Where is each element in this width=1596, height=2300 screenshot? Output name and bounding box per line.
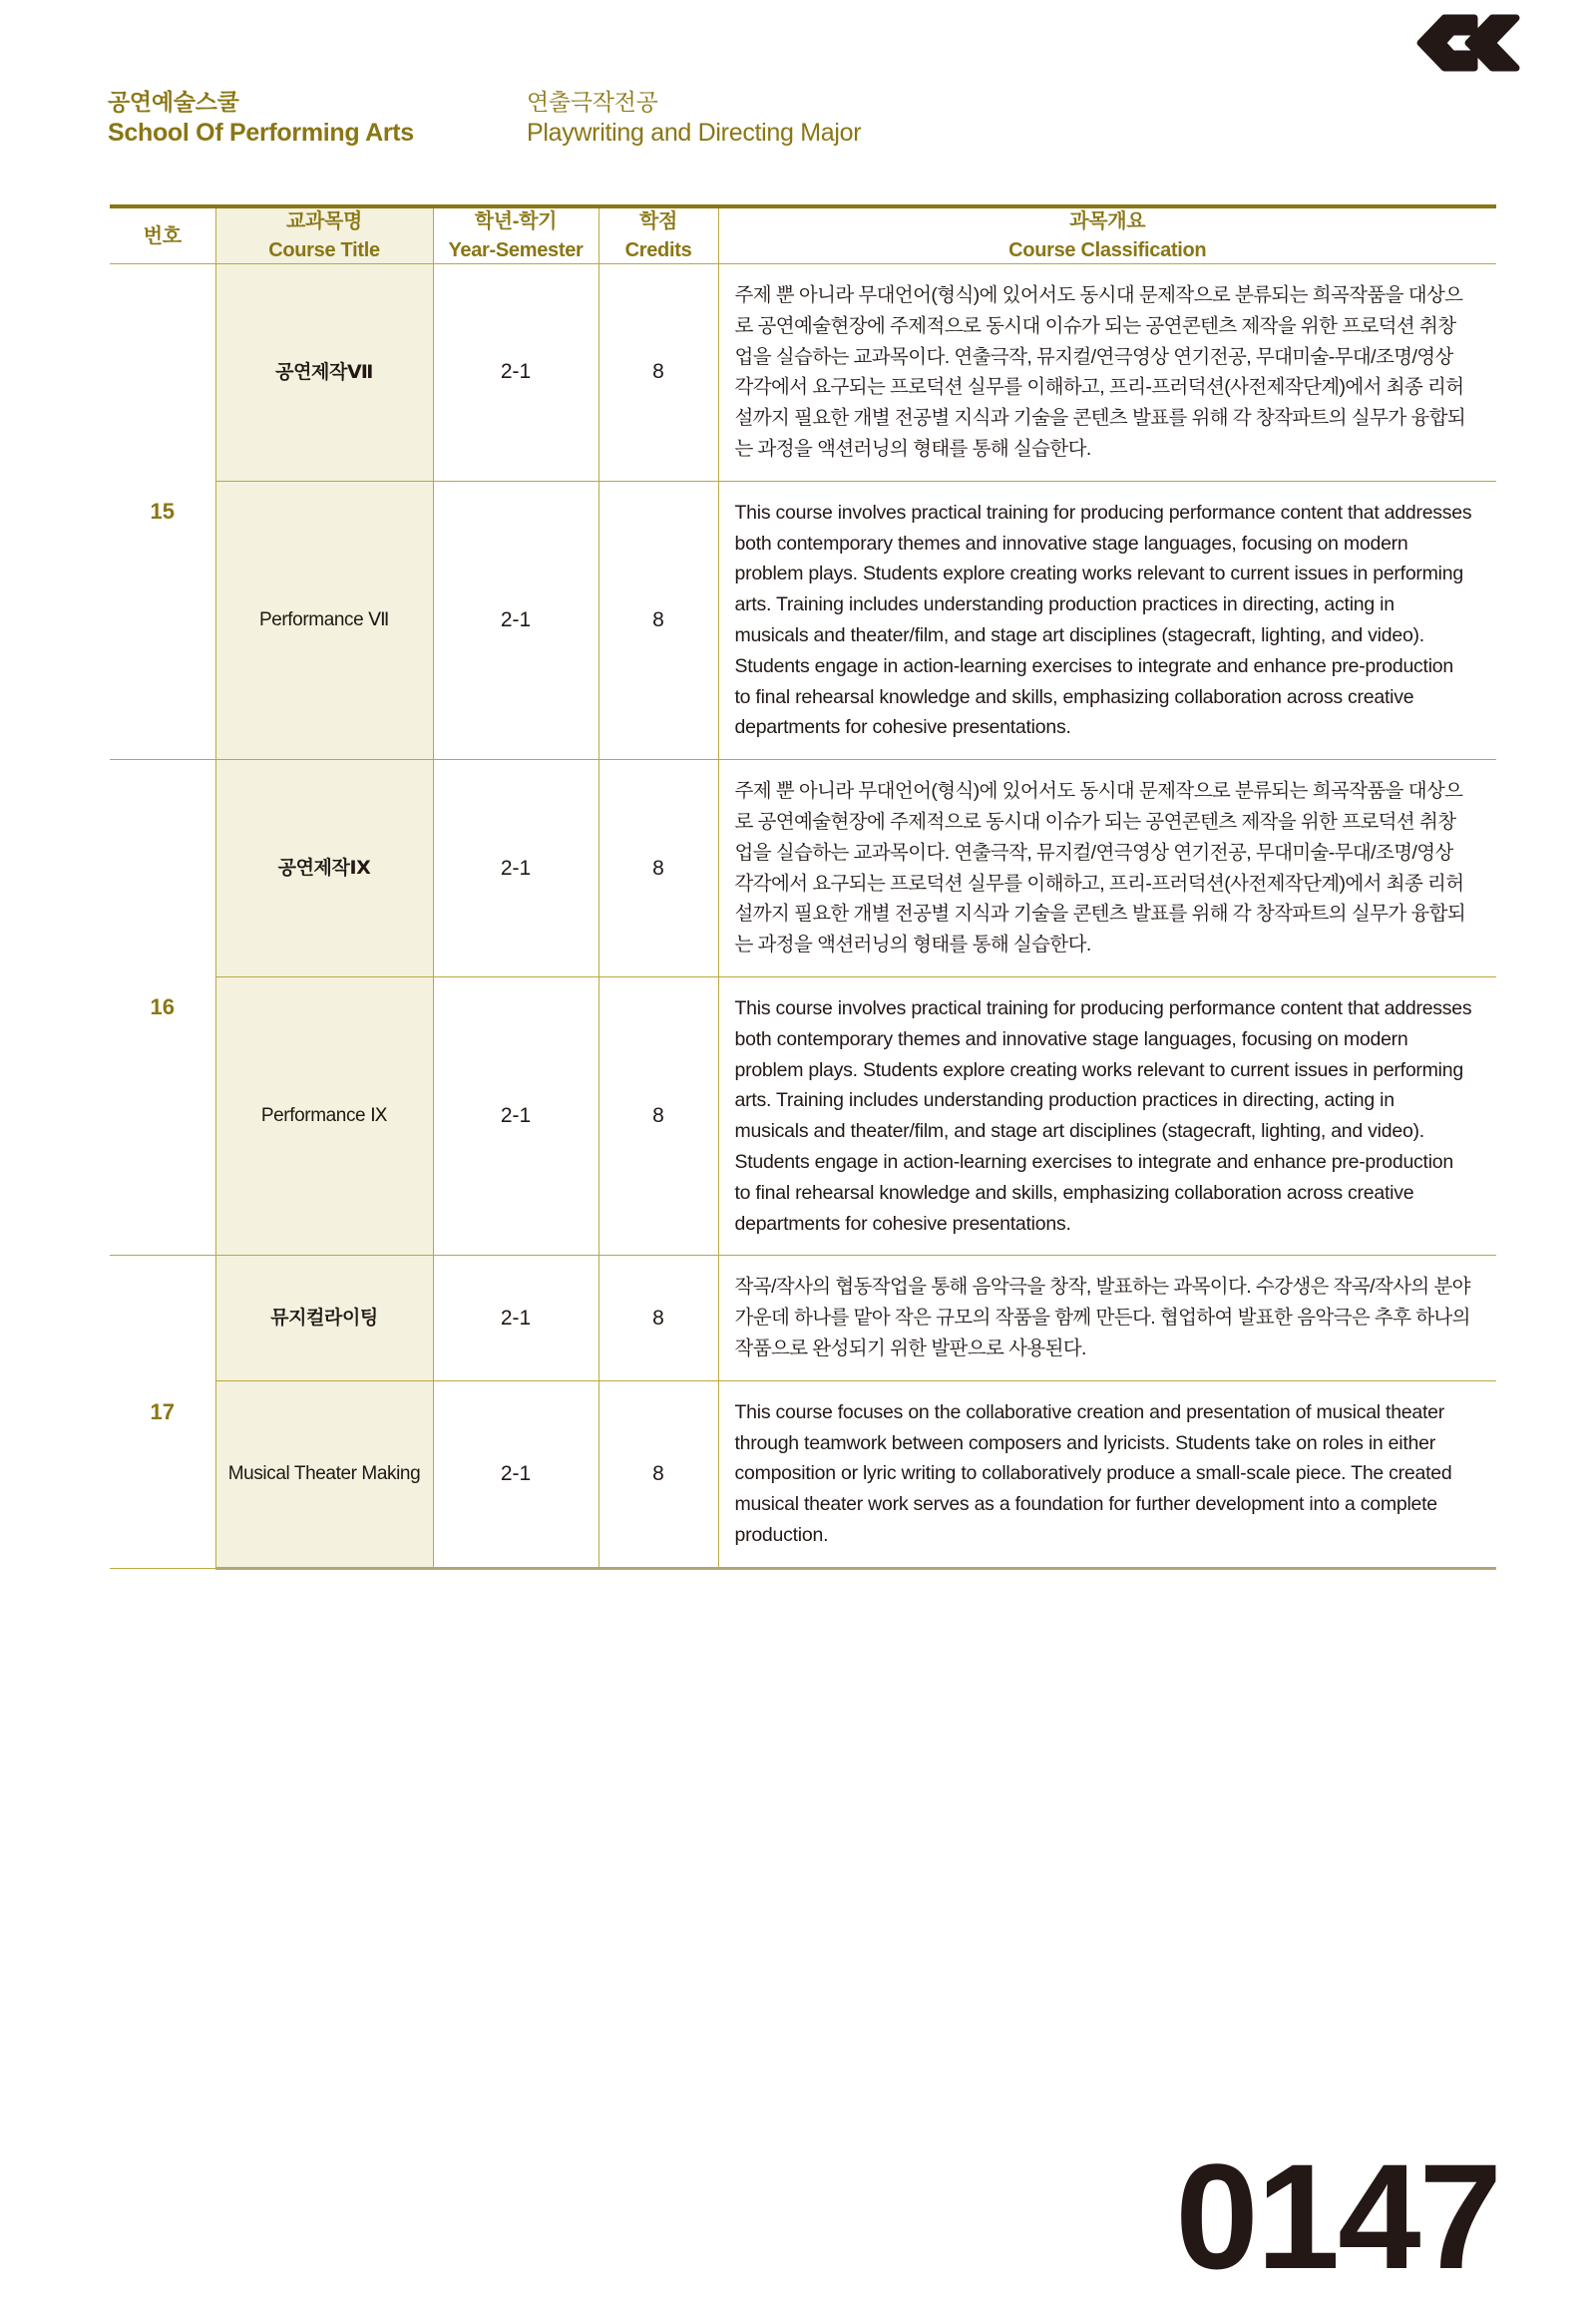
cell-course-title: 공연제작Ⅶ bbox=[215, 264, 433, 482]
page-number: 0147 bbox=[1175, 2132, 1500, 2300]
cell-year-semester: 2-1 bbox=[433, 481, 598, 759]
cell-credits: 8 bbox=[598, 481, 718, 759]
cell-course-description: This course involves practical training for producing performance content that addresses both contemporary themes and innovative stage languages, focusing on modern problem plays. Students explore creating works relevant to current issues in performing arts. Training includes understanding production practices in directing, acting in musicals and theater/film, and stage art disciplines (stagecraft, lighting, and video). Students engage in action-learning exercises to integrate and enhance pre-production to final rehearsal knowledge and skills, emphasizing collaboration across creative departments for cohesive presentations. bbox=[718, 481, 1496, 759]
cell-row-number: 17 bbox=[110, 1256, 215, 1568]
cell-course-title: 공연제작Ⅸ bbox=[215, 760, 433, 977]
cell-course-title: Musical Theater Making bbox=[215, 1380, 433, 1568]
cell-year-semester: 2-1 bbox=[433, 1256, 598, 1380]
column-header-year-semester: 학년-학기 Year-Semester bbox=[433, 206, 598, 264]
course-table bbox=[110, 204, 1496, 1570]
cell-course-title: Performance Ⅸ bbox=[215, 976, 433, 1255]
school-name-english: School Of Performing Arts bbox=[108, 119, 414, 148]
table-row bbox=[110, 1380, 1496, 1568]
page-header bbox=[108, 88, 1496, 170]
cell-course-description: This course involves practical training for producing performance content that addresses both contemporary themes and innovative stage languages, focusing on modern problem plays. Students explore creating works relevant to current issues in performing arts. Training includes understanding production practices in directing, acting in musicals and theater/film, and stage art disciplines (stagecraft, lighting, and video). Students engage in action-learning exercises to integrate and enhance pre-production to final rehearsal knowledge and skills, emphasizing collaboration across creative departments for cohesive presentations. bbox=[718, 976, 1496, 1255]
cell-row-number: 15 bbox=[110, 264, 215, 760]
table-row bbox=[110, 264, 1496, 482]
cell-course-description: 주제 뿐 아니라 무대언어(형식)에 있어서도 동시대 문제작으로 분류되는 희곡작품을 대상으로 공연예술현장에 주제적으로 동시대 이슈가 되는 공연콘텐츠 제작을 위한 프로덕션 취창업을 실습하는 교과목이다. 연출극작, 뮤지컬/연극영상 연기전공, 무대미술-무대/조명/영상 각각에서 요구되는 프로덕션 실무를 이해하고, 프리-프러덕션(사전제작단계)에서 최종 리허설까지 필요한 개별 전공별 지식과 기술을 콘텐츠 발표를 위해 각 창작파트의 실무가 융합되는 과정을 액션러닝의 형태를 통해 실습한다. bbox=[718, 264, 1496, 482]
cell-row-number: 16 bbox=[110, 760, 215, 1256]
school-name-korean: 공연예술스쿨 bbox=[108, 89, 239, 115]
cell-year-semester: 2-1 bbox=[433, 1380, 598, 1568]
cell-credits: 8 bbox=[598, 264, 718, 482]
table-body bbox=[110, 264, 1496, 1569]
cell-credits: 8 bbox=[598, 976, 718, 1255]
cell-year-semester: 2-1 bbox=[433, 976, 598, 1255]
table-row bbox=[110, 976, 1496, 1255]
major-identity bbox=[527, 88, 861, 149]
table-header bbox=[110, 206, 1496, 264]
table-header-row bbox=[110, 206, 1496, 264]
table-row bbox=[110, 760, 1496, 977]
major-name-korean: 연출극작전공 bbox=[527, 89, 658, 115]
cell-course-description: This course focuses on the collaborative creation and presentation of musical theater through teamwork between composers and lyricists. Students take on roles in either composition or lyric writing to collaboratively produce a small-scale piece. The created musical theater work serves as a foundation for further development into a complete production. bbox=[718, 1380, 1496, 1568]
cell-course-description: 주제 뿐 아니라 무대언어(형식)에 있어서도 동시대 문제작으로 분류되는 희곡작품을 대상으로 공연예술현장에 주제적으로 동시대 이슈가 되는 공연콘텐츠 제작을 위한 프로덕션 취창업을 실습하는 교과목이다. 연출극작, 뮤지컬/연극영상 연기전공, 무대미술-무대/조명/영상 각각에서 요구되는 프로덕션 실무를 이해하고, 프리-프러덕션(사전제작단계)에서 최종 리허설까지 필요한 개별 전공별 지식과 기술을 콘텐츠 발표를 위해 각 창작파트의 실무가 융합되는 과정을 액션러닝의 형태를 통해 실습한다. bbox=[718, 760, 1496, 977]
cell-year-semester: 2-1 bbox=[433, 264, 598, 482]
cell-course-description: 작곡/작사의 협동작업을 통해 음악극을 창작, 발표하는 과목이다. 수강생은 작곡/작사의 분야 가운데 하나를 맡아 작은 규모의 작품을 함께 만든다. 협업하여 발표한 음악극은 추후 하나의 작품으로 완성되기 위한 발판으로 사용된다. bbox=[718, 1256, 1496, 1380]
cell-credits: 8 bbox=[598, 760, 718, 977]
cell-credits: 8 bbox=[598, 1256, 718, 1380]
column-header-number: 번호 bbox=[110, 206, 215, 264]
column-header-credits: 학점 Credits bbox=[598, 206, 718, 264]
cell-credits: 8 bbox=[598, 1380, 718, 1568]
table-row bbox=[110, 1256, 1496, 1380]
school-identity bbox=[108, 88, 414, 149]
cell-course-title: 뮤지컬라이팅 bbox=[215, 1256, 433, 1380]
major-name-english: Playwriting and Directing Major bbox=[527, 119, 862, 148]
table-row bbox=[110, 481, 1496, 759]
column-header-course-classification: 과목개요 Course Classification bbox=[718, 206, 1496, 264]
column-header-course-title: 교과목명 Course Title bbox=[215, 206, 433, 264]
cell-year-semester: 2-1 bbox=[433, 760, 598, 977]
ck-logo-icon bbox=[1416, 10, 1528, 76]
cell-course-title: Performance Ⅶ bbox=[215, 481, 433, 759]
